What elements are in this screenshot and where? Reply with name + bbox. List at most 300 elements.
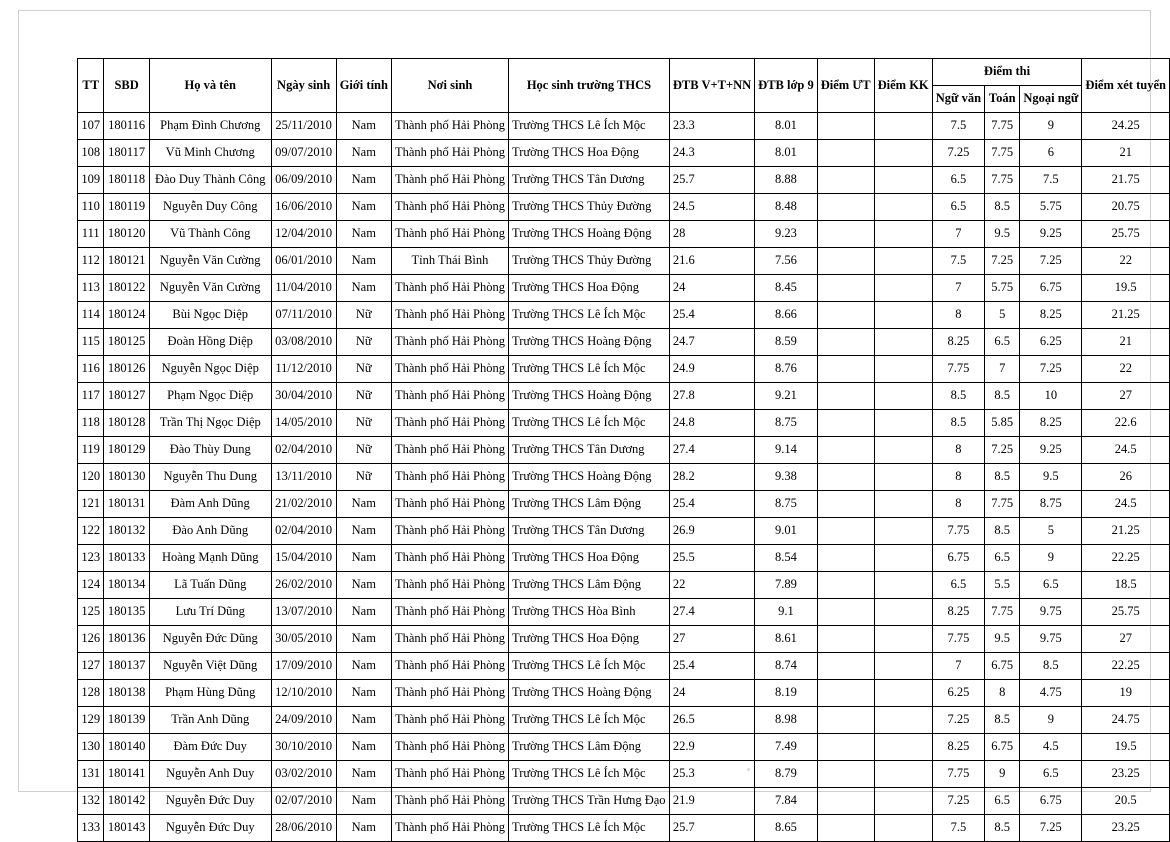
cell-sbd: 180117 [104,140,149,167]
cell-school: Trường THCS Lâm Động [509,734,670,761]
cell-birthplace: Thành phố Hải Phòng [391,302,508,329]
cell-diem-xet-tuyen: 22 [1082,356,1170,383]
cell-van: 7.75 [932,626,984,653]
cell-school: Trường THCS Thủy Đường [509,194,670,221]
col-header-diem-thi: Điểm thi [932,59,1082,86]
cell-dtb9: 7.89 [755,572,818,599]
cell-diem-ut [817,248,874,275]
cell-diem-xet-tuyen: 19.5 [1082,734,1170,761]
cell-diem-ut [817,140,874,167]
cell-toan: 8.5 [985,518,1020,545]
cell-toan: 5.5 [985,572,1020,599]
table-row [78,410,1170,437]
cell-name: Đào Thùy Dung [149,437,271,464]
cell-birthplace: Thành phố Hải Phòng [391,221,508,248]
cell-dob: 17/09/2010 [271,653,336,680]
table-row [78,383,1170,410]
cell-dtb: 25.7 [669,815,754,842]
table-row [78,167,1170,194]
cell-sbd: 180143 [104,815,149,842]
cell-diem-ut [817,680,874,707]
cell-tt: 123 [78,545,104,572]
cell-toan: 7.75 [985,167,1020,194]
cell-diem-ut [817,437,874,464]
cell-dtb: 28 [669,221,754,248]
cell-diem-xet-tuyen: 21 [1082,329,1170,356]
col-header-van: Ngữ văn [932,86,984,113]
cell-van: 8.25 [932,329,984,356]
cell-sbd: 180131 [104,491,149,518]
cell-van: 7.25 [932,140,984,167]
cell-diem-ut [817,788,874,815]
cell-dtb: 24.8 [669,410,754,437]
cell-birthplace: Thành phố Hải Phòng [391,599,508,626]
cell-ngoai-ngu: 8.75 [1020,491,1082,518]
cell-dtb9: 8.75 [755,491,818,518]
cell-dob: 03/08/2010 [271,329,336,356]
cell-dtb: 25.4 [669,653,754,680]
cell-sex: Nam [336,680,391,707]
cell-ngoai-ngu: 6 [1020,140,1082,167]
cell-diem-kk [874,491,932,518]
cell-sex: Nam [336,275,391,302]
cell-tt: 122 [78,518,104,545]
cell-van: 7.75 [932,356,984,383]
cell-tt: 113 [78,275,104,302]
cell-toan: 8 [985,680,1020,707]
cell-dtb: 21.6 [669,248,754,275]
cell-diem-xet-tuyen: 26 [1082,464,1170,491]
cell-sex: Nam [336,572,391,599]
cell-name: Hoàng Mạnh Dũng [149,545,271,572]
cell-dob: 11/12/2010 [271,356,336,383]
col-header-dtb9: ĐTB lớp 9 [755,59,818,113]
cell-dob: 02/04/2010 [271,518,336,545]
cell-sex: Nam [336,113,391,140]
cell-dtb9: 7.56 [755,248,818,275]
cell-diem-xet-tuyen: 22.6 [1082,410,1170,437]
cell-tt: 116 [78,356,104,383]
cell-sex: Nam [336,248,391,275]
cell-diem-kk [874,761,932,788]
table-row [78,221,1170,248]
cell-diem-ut [817,599,874,626]
cell-ngoai-ngu: 9.25 [1020,437,1082,464]
cell-van: 7.25 [932,707,984,734]
table-row [78,140,1170,167]
cell-toan: 9.5 [985,221,1020,248]
cell-tt: 119 [78,437,104,464]
cell-diem-kk [874,113,932,140]
cell-dob: 13/07/2010 [271,599,336,626]
cell-diem-xet-tuyen: 19 [1082,680,1170,707]
cell-toan: 8.5 [985,815,1020,842]
cell-dtb: 22.9 [669,734,754,761]
table-row [78,680,1170,707]
cell-diem-kk [874,545,932,572]
cell-diem-kk [874,383,932,410]
cell-toan: 6.5 [985,788,1020,815]
cell-name: Nguyễn Ngọc Diệp [149,356,271,383]
cell-diem-xet-tuyen: 25.75 [1082,221,1170,248]
cell-dtb: 24 [669,680,754,707]
cell-dtb: 25.3 [669,761,754,788]
table-row [78,302,1170,329]
cell-diem-ut [817,167,874,194]
cell-sex: Nam [336,734,391,761]
cell-ngoai-ngu: 7.25 [1020,248,1082,275]
cell-van: 8.5 [932,410,984,437]
cell-diem-ut [817,329,874,356]
cell-diem-ut [817,410,874,437]
cell-name: Nguyễn Thu Dung [149,464,271,491]
cell-van: 7 [932,653,984,680]
cell-diem-kk [874,140,932,167]
cell-sex: Nam [336,815,391,842]
cell-ngoai-ngu: 9.75 [1020,599,1082,626]
cell-sbd: 180132 [104,518,149,545]
cell-sbd: 180118 [104,167,149,194]
cell-school: Trường THCS Hoàng Động [509,329,670,356]
cell-diem-kk [874,653,932,680]
cell-school: Trường THCS Hòa Bình [509,599,670,626]
cell-diem-xet-tuyen: 25.75 [1082,599,1170,626]
cell-school: Trường THCS Thủy Đường [509,248,670,275]
cell-dob: 06/09/2010 [271,167,336,194]
cell-tt: 107 [78,113,104,140]
cell-dob: 30/10/2010 [271,734,336,761]
cell-tt: 117 [78,383,104,410]
cell-school: Trường THCS Hoa Động [509,545,670,572]
cell-dob: 14/05/2010 [271,410,336,437]
cell-dtb: 22 [669,572,754,599]
cell-van: 7 [932,221,984,248]
table-row [78,491,1170,518]
cell-diem-xet-tuyen: 21.25 [1082,302,1170,329]
cell-dtb9: 8.76 [755,356,818,383]
cell-dtb9: 8.45 [755,275,818,302]
cell-toan: 6.5 [985,329,1020,356]
cell-van: 8 [932,302,984,329]
cell-name: Nguyễn Anh Duy [149,761,271,788]
cell-diem-kk [874,194,932,221]
cell-dtb: 24.7 [669,329,754,356]
cell-sbd: 180138 [104,680,149,707]
col-header-sex: Giới tính [336,59,391,113]
table-header [78,59,1170,113]
cell-sex: Nam [336,167,391,194]
cell-dtb: 27 [669,626,754,653]
cell-dtb9: 8.48 [755,194,818,221]
cell-ngoai-ngu: 5.75 [1020,194,1082,221]
cell-sex: Nam [336,194,391,221]
table-row [78,653,1170,680]
cell-diem-kk [874,356,932,383]
cell-dtb9: 9.01 [755,518,818,545]
col-header-ngoai-ngu: Ngoại ngữ [1020,86,1082,113]
cell-diem-ut [817,815,874,842]
cell-diem-xet-tuyen: 22.25 [1082,545,1170,572]
table-row [78,437,1170,464]
cell-tt: 111 [78,221,104,248]
cell-dtb9: 8.88 [755,167,818,194]
cell-birthplace: Thành phố Hải Phòng [391,167,508,194]
cell-sbd: 180116 [104,113,149,140]
cell-sbd: 180134 [104,572,149,599]
cell-school: Trường THCS Hoa Động [509,275,670,302]
cell-diem-kk [874,707,932,734]
cell-toan: 5.85 [985,410,1020,437]
cell-sbd: 180121 [104,248,149,275]
cell-dtb: 24.3 [669,140,754,167]
cell-diem-ut [817,464,874,491]
cell-sbd: 180142 [104,788,149,815]
cell-dtb9: 8.59 [755,329,818,356]
cell-name: Đào Duy Thành Công [149,167,271,194]
cell-toan: 8.5 [985,194,1020,221]
cell-van: 6.5 [932,167,984,194]
cell-name: Nguyễn Văn Cường [149,275,271,302]
cell-toan: 8.5 [985,707,1020,734]
cell-sbd: 180124 [104,302,149,329]
cell-sex: Nữ [336,437,391,464]
cell-school: Trường THCS Hoàng Động [509,383,670,410]
cell-sbd: 180139 [104,707,149,734]
cell-name: Nguyễn Văn Cường [149,248,271,275]
cell-ngoai-ngu: 6.75 [1020,788,1082,815]
cell-birthplace: Tỉnh Thái Bình [391,248,508,275]
cell-dtb: 25.7 [669,167,754,194]
cell-diem-ut [817,221,874,248]
cell-name: Trần Anh Dũng [149,707,271,734]
cell-school: Trường THCS Tân Dương [509,518,670,545]
cell-diem-ut [817,545,874,572]
cell-diem-ut [817,113,874,140]
cell-toan: 6.75 [985,653,1020,680]
cell-van: 7.75 [932,518,984,545]
cell-name: Bùi Ngọc Diệp [149,302,271,329]
col-header-sbd: SBD [104,59,149,113]
cell-school: Trường THCS Lâm Động [509,491,670,518]
cell-toan: 7.75 [985,491,1020,518]
cell-dtb: 27.4 [669,599,754,626]
cell-school: Trường THCS Lâm Động [509,572,670,599]
cell-van: 7.75 [932,761,984,788]
cell-diem-xet-tuyen: 20.75 [1082,194,1170,221]
cell-diem-kk [874,167,932,194]
cell-diem-xet-tuyen: 24.75 [1082,707,1170,734]
cell-diem-xet-tuyen: 21 [1082,140,1170,167]
cell-dtb9: 8.19 [755,680,818,707]
cell-ngoai-ngu: 9 [1020,113,1082,140]
cell-dtb: 28.2 [669,464,754,491]
cell-diem-ut [817,356,874,383]
table-row [78,518,1170,545]
cell-toan: 5.75 [985,275,1020,302]
cell-dob: 30/04/2010 [271,383,336,410]
cell-van: 8 [932,464,984,491]
cell-birthplace: Thành phố Hải Phòng [391,437,508,464]
cell-diem-ut [817,194,874,221]
cell-name: Nguyễn Đức Duy [149,815,271,842]
cell-toan: 6.5 [985,545,1020,572]
cell-diem-kk [874,221,932,248]
cell-sbd: 180133 [104,545,149,572]
cell-tt: 129 [78,707,104,734]
cell-diem-kk [874,734,932,761]
cell-birthplace: Thành phố Hải Phòng [391,329,508,356]
cell-dtb: 27.8 [669,383,754,410]
table-body [78,113,1170,842]
table-row [78,599,1170,626]
cell-tt: 128 [78,680,104,707]
cell-ngoai-ngu: 9 [1020,545,1082,572]
cell-dtb9: 9.14 [755,437,818,464]
cell-dtb9: 8.61 [755,626,818,653]
cell-dob: 11/04/2010 [271,275,336,302]
cell-diem-kk [874,275,932,302]
cell-sex: Nam [336,599,391,626]
cell-dob: 26/02/2010 [271,572,336,599]
cell-toan: 7 [985,356,1020,383]
cell-ngoai-ngu: 6.75 [1020,275,1082,302]
cell-sex: Nữ [336,302,391,329]
cell-tt: 131 [78,761,104,788]
col-header-toan: Toán [985,86,1020,113]
cell-ngoai-ngu: 9.25 [1020,221,1082,248]
cell-sex: Nữ [336,356,391,383]
cell-dob: 24/09/2010 [271,707,336,734]
cell-van: 7.5 [932,113,984,140]
cell-diem-xet-tuyen: 27 [1082,626,1170,653]
cell-dtb9: 8.74 [755,653,818,680]
cell-dtb9: 9.23 [755,221,818,248]
col-header-diem-ut: Điểm ƯT [817,59,874,113]
cell-school: Trường THCS Trần Hưng Đạo [509,788,670,815]
cell-school: Trường THCS Lê Ích Mộc [509,653,670,680]
cell-van: 8.25 [932,734,984,761]
cell-birthplace: Thành phố Hải Phòng [391,545,508,572]
col-header-school: Học sinh trường THCS [509,59,670,113]
cell-name: Lã Tuấn Dũng [149,572,271,599]
cell-dtb9: 8.75 [755,410,818,437]
cell-birthplace: Thành phố Hải Phòng [391,572,508,599]
cell-diem-xet-tuyen: 24.5 [1082,437,1170,464]
cell-sex: Nam [336,761,391,788]
cell-diem-ut [817,518,874,545]
cell-diem-ut [817,707,874,734]
cell-van: 7.25 [932,788,984,815]
cell-dtb: 24.9 [669,356,754,383]
cell-tt: 109 [78,167,104,194]
cell-tt: 110 [78,194,104,221]
cell-dob: 09/07/2010 [271,140,336,167]
cell-ngoai-ngu: 6.25 [1020,329,1082,356]
cell-dob: 28/06/2010 [271,815,336,842]
cell-toan: 9 [985,761,1020,788]
cell-school: Trường THCS Lê Ích Mộc [509,356,670,383]
cell-ngoai-ngu: 9.5 [1020,464,1082,491]
cell-dtb9: 8.98 [755,707,818,734]
cell-van: 6.5 [932,194,984,221]
cell-sex: Nữ [336,464,391,491]
cell-birthplace: Thành phố Hải Phòng [391,761,508,788]
cell-tt: 118 [78,410,104,437]
cell-van: 6.75 [932,545,984,572]
cell-dtb: 25.4 [669,491,754,518]
cell-name: Phạm Ngọc Diệp [149,383,271,410]
cell-dob: 12/04/2010 [271,221,336,248]
cell-dtb9: 9.21 [755,383,818,410]
cell-dtb: 25.5 [669,545,754,572]
cell-sex: Nam [336,707,391,734]
cell-name: Vũ Thành Công [149,221,271,248]
cell-diem-kk [874,599,932,626]
cell-ngoai-ngu: 7.25 [1020,356,1082,383]
cell-school: Trường THCS Hoa Động [509,626,670,653]
cell-diem-kk [874,788,932,815]
cell-diem-kk [874,329,932,356]
cell-diem-ut [817,626,874,653]
cell-dtb9: 7.84 [755,788,818,815]
cell-dob: 25/11/2010 [271,113,336,140]
cell-school: Trường THCS Hoa Động [509,140,670,167]
cell-tt: 124 [78,572,104,599]
cell-van: 8 [932,491,984,518]
cell-sex: Nam [336,491,391,518]
cell-tt: 130 [78,734,104,761]
cell-name: Nguyễn Việt Dũng [149,653,271,680]
cell-van: 6.25 [932,680,984,707]
cell-sex: Nữ [336,329,391,356]
cell-name: Đàm Anh Dũng [149,491,271,518]
cell-ngoai-ngu: 8.25 [1020,410,1082,437]
cell-dob: 02/07/2010 [271,788,336,815]
table-row [78,248,1170,275]
cell-tt: 133 [78,815,104,842]
cell-diem-kk [874,680,932,707]
cell-toan: 7.75 [985,113,1020,140]
cell-diem-ut [817,491,874,518]
cell-school: Trường THCS Hoàng Động [509,680,670,707]
cell-diem-kk [874,464,932,491]
cell-ngoai-ngu: 6.5 [1020,572,1082,599]
table-row [78,464,1170,491]
cell-van: 8.5 [932,383,984,410]
cell-ngoai-ngu: 6.5 [1020,761,1082,788]
cell-birthplace: Thành phố Hải Phòng [391,626,508,653]
cell-dtb: 23.3 [669,113,754,140]
cell-sbd: 180130 [104,464,149,491]
cell-birthplace: Thành phố Hải Phòng [391,356,508,383]
cell-name: Trần Thị Ngọc Diệp [149,410,271,437]
cell-dtb9: 8.54 [755,545,818,572]
cell-dob: 21/02/2010 [271,491,336,518]
cell-dtb: 26.5 [669,707,754,734]
cell-diem-ut [817,734,874,761]
cell-ngoai-ngu: 10 [1020,383,1082,410]
cell-sbd: 180122 [104,275,149,302]
cell-name: Nguyễn Duy Công [149,194,271,221]
cell-sex: Nữ [336,410,391,437]
cell-sbd: 180128 [104,410,149,437]
cell-birthplace: Thành phố Hải Phòng [391,383,508,410]
cell-sbd: 180120 [104,221,149,248]
cell-diem-kk [874,815,932,842]
cell-dob: 13/11/2010 [271,464,336,491]
cell-sex: Nam [336,545,391,572]
cell-toan: 6.75 [985,734,1020,761]
